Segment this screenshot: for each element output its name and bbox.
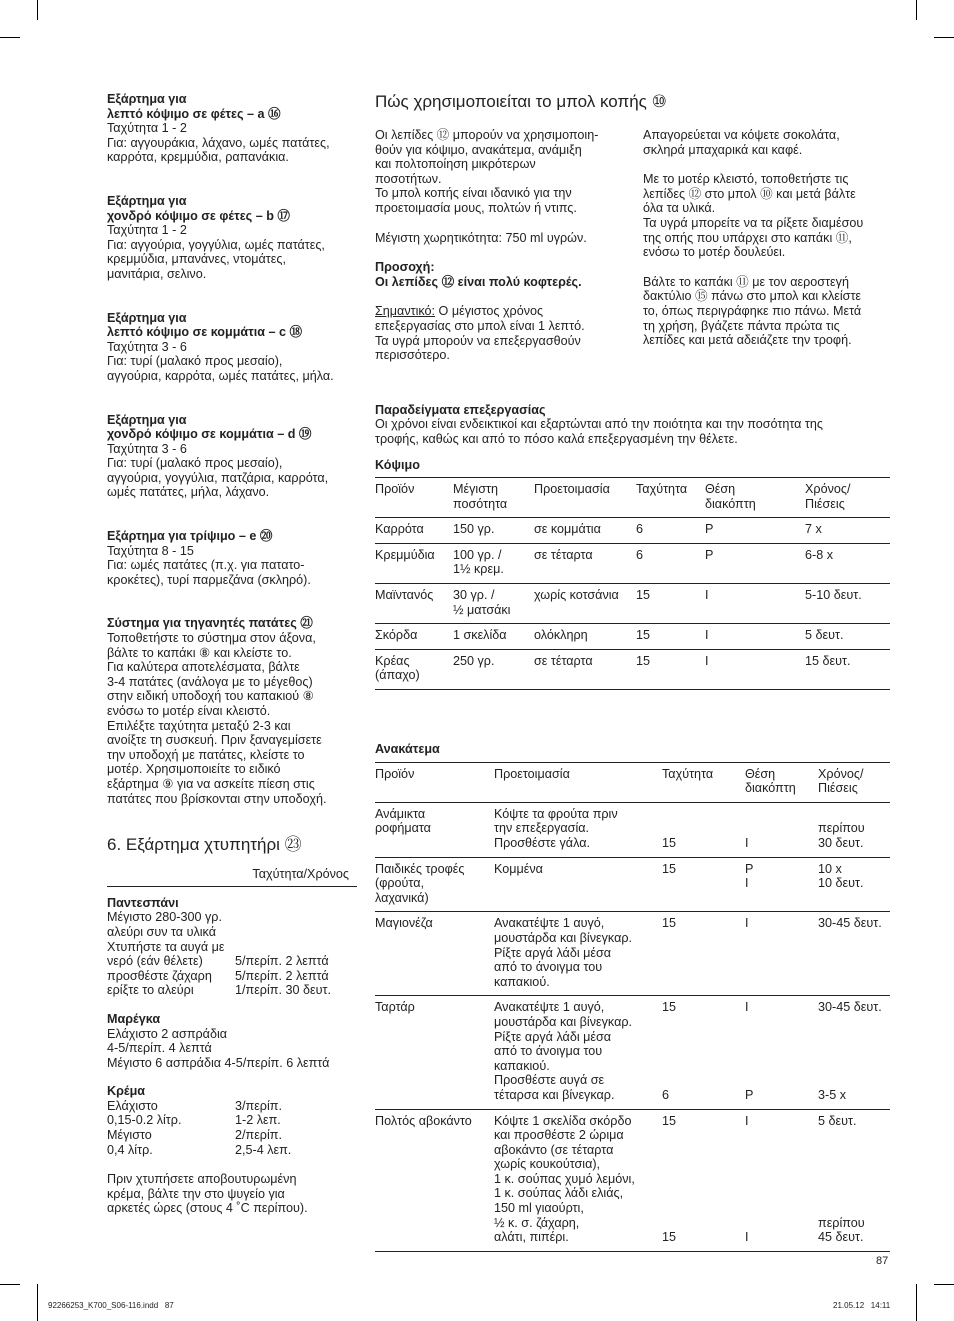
important-text: Ο μέγιστος χρόνος επεξεργασίας στο μπολ είναι 1 λεπτό. Τα υγρά μπορούν να επεξεργασθούν περισσότερο. <box>375 304 585 363</box>
table-cell: 100 γρ. / 1½ κρεμ. <box>453 543 534 583</box>
crop-mark <box>0 1284 20 1285</box>
table-cell: 15 <box>662 802 745 857</box>
table-cell: Κομμένα <box>494 857 662 912</box>
table-cell: Ανακατέψτε 1 αυγό, μουστάρδα και βίνεγκαρ. Ρίξτε αργά λάδι μέσα από το άνοιγμα του καπακιού. Προσθέστε αυγά σε τέταρσα και βίνεγκαρ. <box>494 996 662 1109</box>
table-header-cell: Μέγιστη ποσότητα <box>453 478 534 518</box>
examples-text: Οι χρόνοι είναι ενδεικτικοί και εξαρτώνται από την ποιότητα και την ποσότητα της τροφής, καθώς και από το πόσο καλά επεξεργασμένη την θέλετε. <box>375 417 823 446</box>
page-number: 87 <box>876 1255 889 1267</box>
table-cell: 15 6 <box>662 996 745 1109</box>
recipe-line-speed: 3/περίπ. <box>235 1098 282 1113</box>
recipe-line-speed: 1-2 λεπ. <box>235 1113 281 1128</box>
attachment-title: Σύστημα για τηγανητές πατάτες ㉑ <box>107 616 313 631</box>
bowl-forbidden: Απαγορεύεται να κόψετε σοκολάτα, σκληρά μπαχαρικά και καφέ. <box>643 128 840 157</box>
table-cell: I <box>705 584 805 624</box>
recipe-line-speed <box>235 925 357 940</box>
table-cell: Κόψτε τα φρούτα πριν την επεξεργασία. Προσθέστε γάλα. <box>494 802 662 857</box>
sponge-title: Παντεσπάνι <box>107 895 179 910</box>
mixing-table <box>375 762 890 1252</box>
table-cell: I <box>745 802 818 857</box>
bowl-capacity: Μέγιστη χωρητικότητα: 750 ml υγρών. <box>375 230 587 245</box>
table-header-cell: Ταχύτητα <box>636 478 705 518</box>
table-header-cell: Προετοιμασία <box>494 762 662 802</box>
table-header-cell: Ταχύτητα <box>662 762 745 802</box>
table-cell: Ανάμικτα ροφήματα <box>375 802 494 857</box>
recipe-line-text: Μέγιστο <box>107 1128 152 1143</box>
attachment-body: Ταχύτητα 1 - 2 Για: αγγουράκια, λάχανο, ωμές πατάτες, καρρότα, κρεμμύδια, ραπανάκια. <box>107 121 330 165</box>
table-cell: I <box>705 649 805 689</box>
attachment-list <box>107 92 357 806</box>
meringue-title: Μαρέγκα <box>107 1011 161 1026</box>
table-cell: 15 <box>662 857 745 912</box>
chopping-table <box>375 477 890 690</box>
table-cell: Ανακατέψτε 1 αυγό, μουστάρδα και βίνεγκαρ. Ρίξτε αργά λάδι μέσα από το άνοιγμα του καπακιού. <box>494 912 662 996</box>
meringue-line: Ελάχιστο 2 ασπράδια <box>107 1026 228 1041</box>
table-row <box>375 1109 890 1251</box>
table-cell: 30-45 δευτ. 3-5 x <box>818 996 890 1109</box>
meringue-line: Μέγιστο 6 ασπράδια 4-5/περίπ. 6 λεπτά <box>107 1055 330 1070</box>
table-cell: P <box>705 518 805 544</box>
table-header-cell: Προϊόν <box>375 478 453 518</box>
bowl-heading: Πώς χρησιμοποιείται το μπολ κοπής ⑩ <box>375 92 667 111</box>
table-cell: I P <box>745 996 818 1109</box>
examples-title: Παραδείγματα επεξεργασίας <box>375 402 546 417</box>
bowl-intro: Οι λεπίδες ⑫ μπορούν να χρησιμοποιη- θούν για κόψιμο, ανακάτεμα, ανάμιξη και πολτοποίηση μικρότερων ποσοτήτων. Το μπολ κοπής είναι ιδανικό για την προετοιμασία μους, πολτών ή ντιπς. <box>375 128 599 215</box>
table-row <box>375 518 890 544</box>
table-row <box>375 649 890 689</box>
table-cell: σε τέταρτα <box>534 649 636 689</box>
table-cell: Κόψτε 1 σκελίδα σκόρδο και προσθέστε 2 ώριμα αβοκάντο (σε τέταρτα χωρίς κουκούτσια), 1 κ. σούπας χυμό λεμόνι, 1 κ. σούπας λάδι ελιάς, 150 ml γιαούρτι, ½ κ. σ. ζάχαρη, αλάτι, πιπέρι. <box>494 1109 662 1251</box>
bowl-col-2 <box>643 128 890 363</box>
recipe-line-text: 0,15-0.2 λίτρ. <box>107 1113 182 1128</box>
table-cell: Ταρτάρ <box>375 996 494 1109</box>
table-cell: Μαϊντανός <box>375 584 453 624</box>
table-cell: I <box>745 912 818 996</box>
table-cell: Πολτός αβοκάντο <box>375 1109 494 1251</box>
table-cell: Καρρότα <box>375 518 453 544</box>
cream-lines <box>107 1099 357 1157</box>
attachment-section <box>107 413 357 501</box>
recipe-line-speed: 2/περίπ. <box>235 1128 282 1143</box>
attachment-section <box>107 529 357 587</box>
table-header-cell: Χρόνος/ Πιέσεις <box>818 762 890 802</box>
table-cell: 15 <box>636 624 705 650</box>
table-cell: 15 <box>636 584 705 624</box>
table-cell: χωρίς κοτσάνια <box>534 584 636 624</box>
table-cell: 5 δευτ. <box>805 624 890 650</box>
table-cell: 6 <box>636 518 705 544</box>
bowl-col-1 <box>375 128 643 363</box>
footer-date: 21.05.12 14:11 <box>833 1301 891 1310</box>
important-label: Σημαντικό: <box>375 304 436 319</box>
table-row <box>375 584 890 624</box>
crop-mark <box>934 1284 954 1285</box>
table-cell: 15 <box>662 912 745 996</box>
attachment-body: Ταχύτητα 8 - 15 Για: ωμές πατάτες (π.χ. για πατατο- κροκέτες), τυρί παρμεζάνα (σκληρό). <box>107 543 311 587</box>
table-cell: 30 γρ. / ½ ματσάκι <box>453 584 534 624</box>
recipe-line-text: προσθέστε ζάχαρη <box>107 968 212 983</box>
bowl-assembly: Με το μοτέρ κλειστό, τοποθετήστε τις λεπίδες ⑫ στο μπολ ⑩ και μετά βάλτε όλα τα υλικά. Τα υγρά μπορείτε να τα ρίξετε διαμέσου της οπής που υπάρχει στο καπάκι ⑪, ενόσω το μοτέρ δουλεύει. <box>643 172 864 260</box>
table-cell: Κρεμμύδια <box>375 543 453 583</box>
crop-mark <box>934 37 954 38</box>
attachment-title: Εξάρτημα για χονδρό κόψιμο σε κομμάτια – d ⑲ <box>107 412 312 442</box>
table-row <box>375 543 890 583</box>
attachment-section <box>107 194 357 282</box>
table-cell: 250 γρ. <box>453 649 534 689</box>
table-cell: Κρέας (άπαχο) <box>375 649 453 689</box>
table-header-cell: Προϊόν <box>375 762 494 802</box>
recipe-line-speed <box>235 910 357 925</box>
chopping-title: Κόψιμο <box>375 457 420 472</box>
table-cell: 10 x 10 δευτ. <box>818 857 890 912</box>
table-cell: Σκόρδα <box>375 624 453 650</box>
table-cell: 15 <box>636 649 705 689</box>
footer-file: 92266253_K700_S06-116.indd 87 <box>48 1301 174 1310</box>
attachment-title: Εξάρτημα για λεπτό κόψιμο σε κομμάτια – c ⑱ <box>107 310 303 340</box>
cream-title: Κρέμα <box>107 1084 146 1099</box>
table-header-cell: Χρόνος/ Πιέσεις <box>805 478 890 518</box>
bowl-columns <box>375 128 890 363</box>
table-cell: I <box>705 624 805 650</box>
attachment-body: Ταχύτητα 3 - 6 Για: τυρί (μαλακό προς μεσαίο), αγγούρια, γογγύλια, πατζάρια, καρρότα, ωμές πατάτες, μήλα, λάχανο. <box>107 441 329 500</box>
table-cell: 150 γρ. <box>453 518 534 544</box>
cream-note: Πριν χτυπήσετε αποβουτυρωμένη κρέμα, βάλτε την στο ψυγείο για αρκετές ώρες (στους 4 ˚C περίπου). <box>107 1172 308 1216</box>
crop-mark <box>0 37 20 38</box>
recipe-line-text: Χτυπήστε τα αυγά με <box>107 939 225 954</box>
crop-mark <box>37 0 38 20</box>
recipe-line-speed: 2,5-4 λεπ. <box>235 1142 292 1157</box>
attachment-title: Εξάρτημα για τρίψιμο – e ⑳ <box>107 529 273 544</box>
recipe-line-speed: 1/περίπ. 30 δευτ. <box>235 983 331 998</box>
crop-mark <box>916 0 917 20</box>
recipe-line-speed: 5/περίπ. 2 λεπτά <box>235 954 329 969</box>
table-row <box>375 857 890 912</box>
recipe-line-text: Μέγιστο 280-300 γρ. <box>107 910 222 925</box>
recipe-line-text: 0,4 λίτρ. <box>107 1142 153 1157</box>
recipe-line-text: ερίξτε το αλεύρι <box>107 983 194 998</box>
mixing-title: Ανακάτεμα <box>375 742 440 757</box>
bowl-warning: Προσοχή: Οι λεπίδες ⑫ είναι πολύ κοφτερές. <box>375 260 582 289</box>
right-area <box>375 92 890 1252</box>
bowl-important <box>375 304 643 362</box>
recipe-line-speed <box>235 940 357 955</box>
table-cell: σε κομμάτια <box>534 518 636 544</box>
table-header-cell: Θέση διακόπτη <box>705 478 805 518</box>
recipe-line-text: Ελάχιστο <box>107 1098 158 1113</box>
bowl-lid: Βάλτε το καπάκι ⑪ με τον αεροστεγή δακτύλιο ⑮ πάνω στο μπολ και κλείστε το, όπως περιγράφηκε πιο πάνω. Μετά τη χρήση, βγάζετε πάντα πρώτα τις λεπίδες και μετά αδειάζετε την τροφή. <box>643 274 862 348</box>
whisk-section <box>107 835 357 1216</box>
table-cell: 6-8 x <box>805 543 890 583</box>
meringue-lines <box>107 1027 357 1071</box>
table-row <box>375 912 890 996</box>
table-cell: σε τέταρτα <box>534 543 636 583</box>
attachment-section <box>107 311 357 384</box>
table-cell: Μαγιονέζα <box>375 912 494 996</box>
table-cell: 5 δευτ. περίπου 45 δευτ. <box>818 1109 890 1251</box>
table-cell: 5-10 δευτ. <box>805 584 890 624</box>
table-row <box>375 624 890 650</box>
attachment-section <box>107 616 357 806</box>
attachment-body: Τοποθετήστε το σύστημα στον άξονα, βάλτε το καπάκι ⑧ και κλείστε το. Για καλύτερα αποτελέσματα, βάλτε 3-4 πατάτες (ανάλογα με το μέγεθος) στην ειδική υποδοχή του καπακιού ⑧ ενόσω το μοτέρ είναι κλειστό. Επιλέξτε ταχύτητα μεταξύ 2-3 και ανοίξτε τη συσκευή. Πριν ξαναγεμίσετε την υποδοχή με πατάτες, κλείστε το μοτέρ. Χρησιμοποιείτε το ειδικό εξάρτημα ⑨ για να ασκείτε πίεση στις πατάτες που βρίσκονται στην υποδοχή. <box>107 631 327 806</box>
table-cell: 30-45 δευτ. <box>818 912 890 996</box>
attachment-body: Ταχύτητα 3 - 6 Για: τυρί (μαλακό προς μεσαίο), αγγούρια, καρρότα, ωμές πατάτες, μήλα. <box>107 339 334 383</box>
table-cell: 1 σκελίδα <box>453 624 534 650</box>
attachment-title: Εξάρτημα για χονδρό κόψιμο σε φέτες – b ⑰ <box>107 193 291 223</box>
recipe-line-text: αλεύρι συν τα υλικά <box>107 924 216 939</box>
recipe-line-text: νερό (εάν θέλετε) <box>107 954 203 969</box>
table-cell: 15 15 <box>662 1109 745 1251</box>
attachment-body: Ταχύτητα 1 - 2 Για: αγγούρια, γογγύλια, ωμές πατάτες, κρεμμύδια, μπανάνες, ντομάτες, μανιτάρια, σελινο. <box>107 223 325 281</box>
attachment-section <box>107 92 357 165</box>
left-column <box>107 92 357 1216</box>
table-cell: Παιδικές τροφές (φρούτα, λαχανικά) <box>375 857 494 912</box>
table-cell: 6 <box>636 543 705 583</box>
table-row <box>375 996 890 1109</box>
table-header-cell: Προετοιμασία <box>534 478 636 518</box>
whisk-subheading: Ταχύτητα/Χρόνος <box>107 867 357 887</box>
meringue-line: 4-5/περίπ. 4 λεπτά <box>107 1041 212 1056</box>
table-cell: 15 δευτ. <box>805 649 890 689</box>
table-cell: I I <box>745 1109 818 1251</box>
table-cell: P <box>705 543 805 583</box>
table-header-cell: Θέση διακόπτη <box>745 762 818 802</box>
sponge-lines <box>107 910 357 998</box>
recipe-line-speed: 5/περίπ. 2 λεπτά <box>235 968 329 983</box>
crop-mark <box>37 1284 38 1321</box>
table-row <box>375 802 890 857</box>
table-cell: 7 x <box>805 518 890 544</box>
table-cell: P I <box>745 857 818 912</box>
table-cell: ολόκληρη <box>534 624 636 650</box>
table-cell: περίπου 30 δευτ. <box>818 802 890 857</box>
attachment-title: Εξάρτημα για λεπτό κόψιμο σε φέτες – a ⑯ <box>107 92 281 121</box>
crop-mark <box>916 1284 917 1321</box>
whisk-heading: 6. Εξάρτημα χτυπητήρι ㉓ <box>107 835 302 855</box>
